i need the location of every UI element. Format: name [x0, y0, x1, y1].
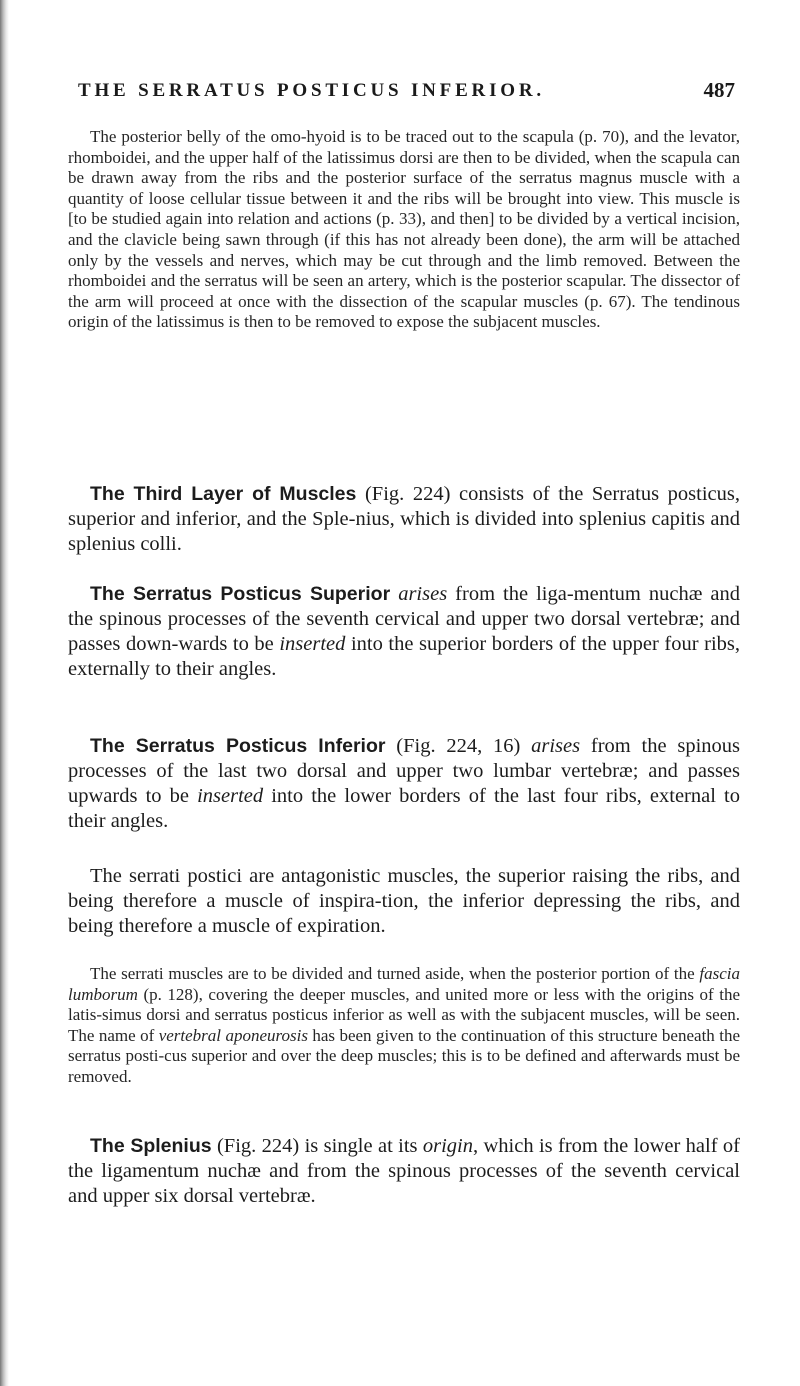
- paragraph-splenius: The Splenius (Fig. 224) is single at its origin, which is from the lower half of the ligamentum nuchæ and from the spinous processes of the seventh cervical and upper six dorsal vertebræ.: [68, 1135, 740, 1207]
- paragraph-serrati-antagonism: The serrati postici are antagonistic muscles, the superior raising the ribs, and being therefore a muscle of inspira-tion, the inferior depressing the ribs, and being therefore a muscle of expiration.: [68, 865, 740, 937]
- paragraph-third-layer: The Third Layer of Muscles (Fig. 224) consists of the Serratus posticus, superior and inferior, and the Sple-nius, which is divided into splenius capitis and splenius colli.: [68, 483, 740, 555]
- section-heading: The Serratus Posticus Superior: [90, 583, 391, 605]
- paragraph-dissection-intro: The posterior belly of the omo-hyoid is to be traced out to the scapula (p. 70), and the levator, rhomboidei, and the upper half of the latissimus dorsi are then to be divided, when the scapula can be drawn away from the ribs and the posterior surface of the serratus magnus muscle with a quantity of loose cellular tissue between it and the ribs will be brought into view. This muscle is [to be studied again into relation and actions (p. 33), and then] to be divided by a vertical incision, and the clavicle being sawn through (if this has not already been done), the arm will be attached only by the vessels and nerves, which may be cut through and the limb removed. Between the rhomboidei and the serratus will be seen an artery, which is the posterior scapular. The dissector of the arm will proceed at once with the dissection of the scapular muscles (p. 67). The tendinous origin of the latissimus is then to be removed to expose the subjacent muscles.: [68, 127, 740, 332]
- paragraph-serratus-inferior: The Serratus Posticus Inferior (Fig. 224, 16) arises from the spinous processes of the last two dorsal and upper two lumbar vertebræ; and passes upwards to be inserted into the lower borders of the last four ribs, external to their angles.: [68, 735, 741, 832]
- paragraph-serratus-superior: The Serratus Posticus Superior arises from the liga-mentum nuchæ and the spinous processes of the seventh cervical and upper two dorsal vertebræ; and passes down-wards to be inserted into the superior borders of the upper four ribs, externally to their angles.: [68, 583, 740, 680]
- section-heading: The Serratus Posticus Inferior: [90, 735, 386, 757]
- section-heading: The Third Layer of Muscles: [90, 483, 357, 505]
- page-number: 487: [703, 78, 735, 102]
- page-binding-edge: [0, 0, 9, 1386]
- running-header: [78, 80, 735, 104]
- running-title: THE SERRATUS POSTICUS INFERIOR.: [78, 80, 545, 101]
- section-heading: The Splenius: [90, 1135, 212, 1157]
- paragraph-vertebral-aponeurosis: The serrati muscles are to be divided and turned aside, when the posterior portion of the fascia lumborum (p. 128), covering the deeper muscles, and united more or less with the origins of the latis-simus dorsi and serratus posticus inferior as well as with the subjacent muscles, will be seen. The name of vertebral aponeurosis has been given to the continuation of this structure beneath the serratus posti-cus superior and over the deep muscles; this is to be defined and afterwards must be removed.: [68, 964, 740, 1086]
